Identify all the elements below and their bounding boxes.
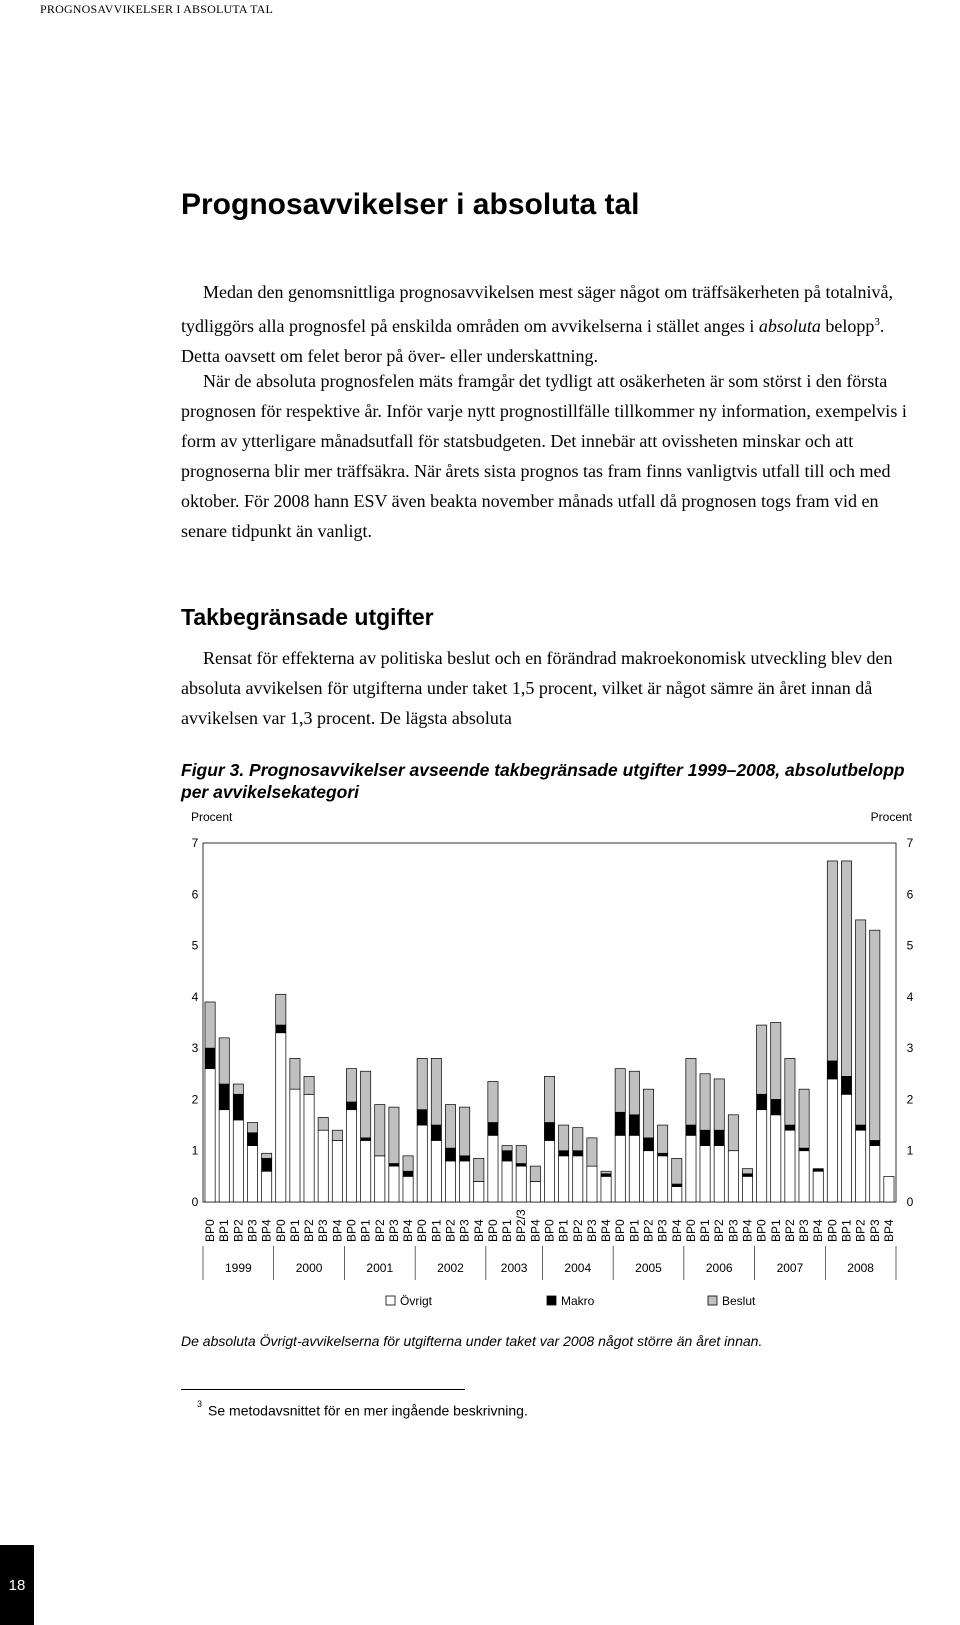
y-tick-right: 3 (906, 1041, 914, 1056)
x-tick-label: BP2 (372, 1219, 387, 1242)
y-tick-right: 4 (906, 989, 914, 1004)
footnote-number: 3 (197, 1399, 203, 1409)
page-number: 18 (8, 1577, 26, 1594)
x-tick-label: BP4 (811, 1219, 826, 1242)
bar-segment-beslut (262, 1153, 272, 1158)
legend-swatch-makro (547, 1296, 556, 1305)
bar-segment-övrigt (629, 1135, 639, 1202)
bar-segment-beslut (290, 1058, 300, 1089)
y-tick-right: 7 (906, 836, 914, 850)
x-tick-label: BP2 (443, 1219, 458, 1242)
year-label: 2007 (776, 1261, 804, 1275)
x-tick-label: BP4 (401, 1219, 416, 1242)
bar-segment-beslut (488, 1081, 498, 1122)
legend-swatch-övrigt (386, 1296, 395, 1305)
y-tick-right: 5 (906, 938, 914, 953)
bar-segment-makro (276, 1025, 286, 1033)
bar-segment-beslut (658, 1125, 668, 1153)
x-tick-label: BP3 (386, 1219, 401, 1242)
bar-segment-beslut (856, 920, 866, 1125)
bar-segment-beslut (219, 1038, 229, 1084)
x-tick-label: BP1 (217, 1219, 232, 1242)
bar-segment-beslut (247, 1123, 257, 1133)
bar-segment-beslut (361, 1071, 371, 1138)
bar-segment-övrigt (403, 1176, 413, 1202)
page-title: Prognosavvikelser i absoluta tal (181, 188, 640, 221)
bar-segment-makro (247, 1133, 257, 1146)
x-tick-label: BP1 (500, 1219, 515, 1242)
bar-segment-beslut (587, 1138, 597, 1166)
bar-segment-övrigt (233, 1120, 243, 1202)
bar-segment-övrigt (290, 1089, 300, 1202)
bar-segment-övrigt (530, 1181, 540, 1202)
paragraph-expenditures: Rensat för effekterna av politiska beslut och en förändrad makroekonomisk utveckling blev den absoluta avvikelsen för utgifterna under taket 1,5 procent, vilket är något sämre än året innan då avvikelsen var 1,3 procent. De lägsta absoluta (181, 648, 893, 728)
bar-segment-makro (346, 1102, 356, 1110)
bar-segment-övrigt (219, 1110, 229, 1202)
x-tick-label: BP0 (415, 1219, 430, 1242)
x-tick-label: BP3 (584, 1219, 599, 1242)
bar-segment-övrigt (615, 1135, 625, 1202)
bar-segment-beslut (474, 1158, 484, 1181)
bar-segment-övrigt (460, 1161, 470, 1202)
bar-segment-makro (742, 1174, 752, 1177)
bar-segment-övrigt (643, 1151, 653, 1202)
bar-segment-makro (573, 1151, 583, 1156)
bar-segment-övrigt (587, 1166, 597, 1202)
bar-segment-beslut (629, 1071, 639, 1115)
bar-segment-övrigt (559, 1156, 569, 1202)
bar-segment-makro (403, 1171, 413, 1176)
figure-caption: De absoluta Övrigt-avvikelserna för utgifterna under taket var 2008 något större än året innan. (181, 1333, 763, 1349)
footnote-text: Se metodavsnittet för en mer ingående beskrivning. (208, 1402, 528, 1419)
bar-segment-beslut (643, 1089, 653, 1138)
bar-segment-makro (601, 1174, 611, 1177)
bar-segment-makro (445, 1148, 455, 1161)
y-tick-left: 7 (191, 836, 199, 850)
y-tick-left: 3 (191, 1041, 199, 1056)
bar-segment-makro (417, 1110, 427, 1125)
bar-segment-beslut (841, 861, 851, 1076)
bar-segment-beslut (785, 1058, 795, 1125)
bar-segment-makro (771, 1099, 781, 1114)
x-tick-label: BP0 (683, 1219, 698, 1242)
paragraph-intro (181, 277, 925, 371)
x-tick-label: BP3 (457, 1219, 472, 1242)
bar-segment-makro (785, 1125, 795, 1130)
bar-segment-övrigt (573, 1156, 583, 1202)
bar-segment-makro (870, 1140, 880, 1145)
bar-segment-makro (205, 1048, 215, 1069)
bar-segment-beslut (445, 1105, 455, 1149)
bar-segment-övrigt (771, 1115, 781, 1202)
bar-segment-beslut (742, 1169, 752, 1174)
bar-segment-beslut (714, 1079, 724, 1130)
x-tick-label: BP4 (881, 1219, 896, 1242)
bar-segment-övrigt (785, 1130, 795, 1202)
bar-segment-övrigt (304, 1094, 314, 1202)
bar-segment-beslut (870, 930, 880, 1140)
bar-segment-beslut (757, 1025, 767, 1094)
x-tick-label: BP2 (782, 1219, 797, 1242)
bar-segment-makro (672, 1184, 682, 1187)
bar-segment-beslut (615, 1069, 625, 1113)
bar-segment-beslut (233, 1084, 243, 1094)
bar-segment-beslut (771, 1023, 781, 1100)
bar-segment-makro (516, 1164, 526, 1167)
x-tick-label: BP4 (330, 1219, 345, 1242)
bar-segment-övrigt (417, 1125, 427, 1202)
x-tick-label: BP4 (669, 1219, 684, 1242)
bar-segment-beslut (530, 1166, 540, 1181)
x-tick-label: BP0 (203, 1219, 218, 1242)
bar-segment-övrigt (375, 1156, 385, 1202)
bar-segment-beslut (276, 994, 286, 1025)
x-tick-label: BP4 (740, 1219, 755, 1242)
bar-segment-övrigt (445, 1161, 455, 1202)
bar-segment-övrigt (332, 1140, 342, 1202)
bar-segment-makro (233, 1094, 243, 1120)
bar-segment-makro (460, 1156, 470, 1161)
bar-segment-beslut (332, 1130, 342, 1140)
footnote-rule (181, 1389, 465, 1390)
year-label: 2000 (295, 1261, 323, 1275)
x-tick-label: BP3 (797, 1219, 812, 1242)
y-tick-right: 1 (906, 1143, 914, 1158)
bar-segment-övrigt (856, 1130, 866, 1202)
legend-label: Makro (561, 1294, 595, 1308)
x-tick-label: BP1 (627, 1219, 642, 1242)
x-tick-label: BP2 (641, 1219, 656, 1242)
stacked-bar-chart (181, 805, 926, 1325)
x-tick-label: BP4 (528, 1219, 543, 1242)
y-axis-label-left: Procent (191, 810, 233, 824)
section-heading: Takbegränsade utgifter (181, 604, 434, 630)
bar-segment-beslut (346, 1069, 356, 1102)
footnote (197, 1399, 528, 1419)
legend-swatch-beslut (708, 1296, 717, 1305)
bar-segment-övrigt (361, 1140, 371, 1202)
bar-segment-makro (431, 1125, 441, 1140)
year-label: 2008 (847, 1261, 874, 1275)
bar-segment-övrigt (247, 1146, 257, 1202)
x-tick-label: BP3 (245, 1219, 260, 1242)
x-tick-label: BP3 (867, 1219, 882, 1242)
year-label: 2003 (500, 1261, 528, 1275)
y-tick-right: 2 (906, 1092, 914, 1107)
bar-segment-makro (488, 1123, 498, 1136)
x-tick-label: BP0 (273, 1219, 288, 1242)
bar-segment-beslut (389, 1107, 399, 1163)
bar-segment-övrigt (318, 1130, 328, 1202)
bar-segment-övrigt (813, 1171, 823, 1202)
bar-segment-makro (389, 1164, 399, 1167)
bar-segment-beslut (559, 1125, 569, 1151)
x-tick-label: BP0 (754, 1219, 769, 1242)
x-tick-label: BP2 (570, 1219, 585, 1242)
bar-segment-övrigt (346, 1110, 356, 1202)
x-tick-label: BP4 (259, 1219, 274, 1242)
bar-segment-övrigt (870, 1146, 880, 1202)
running-header: PROGNOSAVVIKELSER I ABSOLUTA TAL (40, 2, 274, 16)
y-tick-right: 0 (906, 1195, 914, 1209)
x-tick-label: BP4 (599, 1219, 614, 1242)
bar-segment-beslut (544, 1076, 554, 1122)
x-tick-label: BP2/3 (514, 1209, 529, 1242)
bar-segment-beslut (417, 1058, 427, 1109)
x-tick-label: BP3 (726, 1219, 741, 1242)
year-label: 1999 (225, 1261, 252, 1275)
legend-label: Övrigt (400, 1294, 433, 1308)
bar-segment-övrigt (757, 1110, 767, 1202)
y-tick-left: 0 (191, 1195, 199, 1209)
x-tick-label: BP1 (358, 1219, 373, 1242)
bar-segment-övrigt (502, 1161, 512, 1202)
bar-segment-övrigt (516, 1166, 526, 1202)
bar-segment-övrigt (262, 1171, 272, 1202)
x-tick-label: BP3 (316, 1219, 331, 1242)
bar-segment-övrigt (276, 1033, 286, 1202)
year-label: 2001 (366, 1261, 394, 1275)
x-tick-label: BP2 (853, 1219, 868, 1242)
bar-segment-makro (615, 1112, 625, 1135)
bar-segment-övrigt (672, 1187, 682, 1202)
bar-segment-makro (841, 1076, 851, 1094)
bar-segment-övrigt (799, 1151, 809, 1202)
bar-segment-övrigt (884, 1176, 894, 1202)
paragraph-intro-text-2: belopp (820, 316, 875, 336)
year-label: 2005 (635, 1261, 662, 1275)
bar-segment-övrigt (658, 1156, 668, 1202)
bar-segment-beslut (318, 1117, 328, 1130)
x-tick-label: BP1 (287, 1219, 302, 1242)
bar-segment-beslut (700, 1074, 710, 1130)
bar-segment-makro (643, 1138, 653, 1151)
bar-segment-makro (544, 1123, 554, 1141)
bar-segment-övrigt (601, 1176, 611, 1202)
bar-segment-makro (856, 1125, 866, 1130)
bar-segment-beslut (728, 1115, 738, 1151)
x-tick-label: BP0 (344, 1219, 359, 1242)
y-tick-left: 1 (191, 1143, 199, 1158)
bar-segment-övrigt (742, 1176, 752, 1202)
y-tick-left: 4 (191, 989, 199, 1004)
bar-segment-makro (502, 1151, 512, 1161)
bar-segment-övrigt (714, 1146, 724, 1202)
bar-segment-makro (700, 1130, 710, 1145)
bar-segment-beslut (672, 1158, 682, 1184)
bar-segment-makro (262, 1158, 272, 1171)
bar-segment-beslut (431, 1058, 441, 1125)
x-tick-label: BP1 (768, 1219, 783, 1242)
paragraph-intro-text-3: . Detta oavsett om felet beror på över- eller underskattning. (181, 316, 885, 366)
x-tick-label: BP0 (485, 1219, 500, 1242)
paragraph-intro-text-1: Medan den genomsnittliga prognosavvikelsen mest säger något om träffsäkerheten på totalnivå, tydliggörs alla prognosfel på enskilda områden om avvikelserna i stället anges i (181, 282, 893, 336)
bar-segment-beslut (205, 1002, 215, 1048)
bar-segment-övrigt (488, 1135, 498, 1202)
bar-segment-beslut (375, 1105, 385, 1156)
bar-segment-makro (827, 1061, 837, 1079)
bar-segment-makro (361, 1138, 371, 1141)
paragraph-uncertainty: När de absoluta prognosfelen mäts framgår det tydligt att osäkerheten är som störst i den första prognosen för respektive år. Inför varje nytt prognostillfälle tillkommer ny information, exempelvis i form av ytterligare månadsutfall för statsbudgeten. Det innebär att ovissheten minskar och att prognoserna blir mer träffsäkra. När årets sista prognos tas fram finns vanligtvis utfall till och med oktober. För 2008 hann ESV även beakta november månads utfall då prognosen togs fram vid en senare tidpunkt än vanligt. (181, 371, 907, 541)
bar-segment-makro (559, 1151, 569, 1156)
x-tick-label: BP2 (231, 1219, 246, 1242)
bar-segment-övrigt (700, 1146, 710, 1202)
bar-segment-övrigt (389, 1166, 399, 1202)
x-tick-label: BP1 (556, 1219, 571, 1242)
bar-segment-övrigt (686, 1135, 696, 1202)
x-tick-label: BP3 (655, 1219, 670, 1242)
year-label: 2004 (564, 1261, 592, 1275)
year-label: 2002 (437, 1261, 464, 1275)
emphasis-absoluta: absoluta (758, 316, 821, 336)
x-tick-label: BP0 (542, 1219, 557, 1242)
bar-segment-makro (658, 1153, 668, 1156)
bar-segment-makro (813, 1169, 823, 1172)
legend-label: Beslut (722, 1294, 756, 1308)
bar-segment-beslut (304, 1076, 314, 1094)
bar-segment-beslut (601, 1171, 611, 1174)
bar-segment-makro (757, 1094, 767, 1109)
bar-segment-beslut (516, 1146, 526, 1164)
bar-segment-övrigt (474, 1181, 484, 1202)
x-tick-label: BP1 (698, 1219, 713, 1242)
bar-segment-makro (219, 1084, 229, 1110)
bar-segment-makro (629, 1115, 639, 1136)
bar-segment-övrigt (841, 1094, 851, 1202)
x-tick-label: BP0 (825, 1219, 840, 1242)
footnote-ref[interactable]: 3 (874, 316, 880, 328)
x-tick-label: BP1 (429, 1219, 444, 1242)
figure-title: Figur 3. Prognosavvikelser avseende takbegränsade utgifter 1999–2008, absolutbelopp per avvikelsekategori (181, 760, 905, 802)
y-tick-right: 6 (906, 887, 914, 902)
bar-segment-övrigt (544, 1140, 554, 1202)
bar-segment-beslut (403, 1156, 413, 1171)
bar-segment-övrigt (431, 1140, 441, 1202)
y-tick-left: 2 (191, 1092, 199, 1107)
year-label: 2006 (705, 1261, 733, 1275)
x-tick-label: BP1 (839, 1219, 854, 1242)
x-tick-label: BP2 (302, 1219, 317, 1242)
y-axis-label-right: Procent (870, 810, 912, 824)
bar-segment-beslut (502, 1146, 512, 1151)
x-tick-label: BP2 (712, 1219, 727, 1242)
y-tick-left: 6 (191, 887, 199, 902)
bar-segment-beslut (573, 1128, 583, 1151)
bar-segment-makro (714, 1130, 724, 1145)
bar-segment-beslut (460, 1107, 470, 1156)
bar-segment-beslut (827, 861, 837, 1061)
bar-segment-övrigt (827, 1079, 837, 1202)
bar-segment-beslut (799, 1089, 809, 1148)
bar-segment-beslut (686, 1058, 696, 1125)
bar-segment-makro (686, 1125, 696, 1135)
bar-segment-makro (799, 1148, 809, 1151)
x-tick-label: BP0 (613, 1219, 628, 1242)
bar-segment-övrigt (205, 1069, 215, 1202)
bar-segment-övrigt (728, 1151, 738, 1202)
y-tick-left: 5 (191, 938, 199, 953)
x-tick-label: BP4 (471, 1219, 486, 1242)
